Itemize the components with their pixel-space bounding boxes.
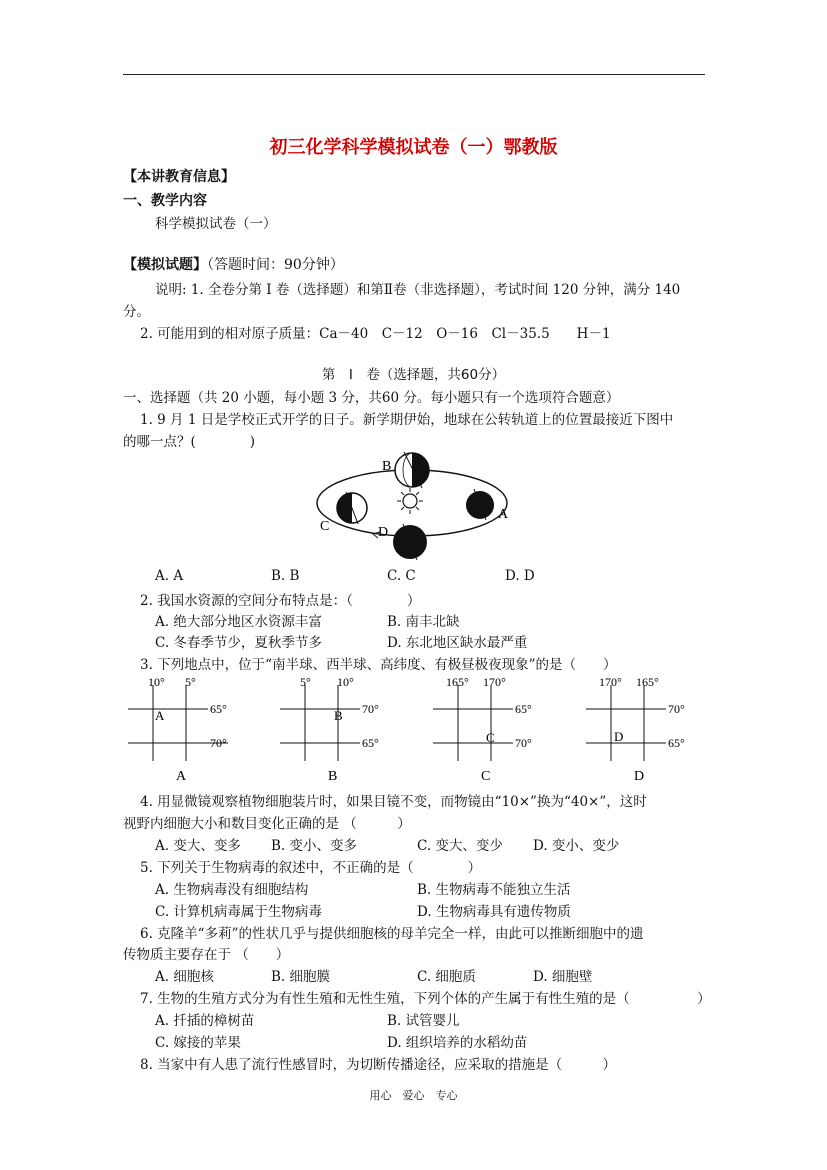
q2-option-c: C. 冬春季节少，夏秋季节多 <box>155 635 322 651</box>
q3: 3. 下列地点中，位于“南半球、西半球、高纬度、有极昼极夜现象”的是（ ） <box>140 657 617 673</box>
content-text: 科学模拟试卷（一） <box>155 216 277 232</box>
note-1: 说明: 1. 全卷分第 I 卷（选择题）和第Ⅱ卷（非选择题），考试时间 120 分钟，满分 140 <box>155 282 681 298</box>
orbit-label-c: C <box>320 519 330 534</box>
q1-line1: 1. 9 月 1 日是学校正式开学的日子。新学期伊始，地球在公转轨道上的位置最接近下图中 <box>140 412 674 428</box>
exam-header: 【模拟试题】 <box>123 257 207 273</box>
grid-d-point: D <box>614 729 624 744</box>
q1-option-a: A. A <box>155 568 184 584</box>
q8: 8. 当家中有人患了流行性感冒时，为切断传播途径，应采取的措施是（ ） <box>140 1057 617 1073</box>
q4-option-b: B. 变小、变多 <box>271 838 358 854</box>
earth-orbit-diagram <box>310 448 520 564</box>
note-1-cont: 分。 <box>123 304 150 320</box>
grid-b-point: B <box>334 708 343 723</box>
q5-option-a: A. 生物病毒没有细胞结构 <box>155 882 309 898</box>
grid-a-top-left: 10° <box>148 675 165 689</box>
q4-line2: 视野内细胞大小和数目变化正确的是 （ ） <box>123 816 411 832</box>
grid-d-top-left: 170° <box>599 675 622 689</box>
note-2: 2. 可能用到的相对原子质量：Ca－40 C－12 O－16 Cl－35.5 H－1 <box>140 326 611 342</box>
q1-line2: 的哪一点？( ) <box>123 434 256 450</box>
grid-d-caption: D <box>634 769 645 784</box>
q6-option-b: B. 细胞膜 <box>271 969 331 985</box>
orbit-label-d: D <box>378 525 389 540</box>
grid-d <box>586 675 685 784</box>
grid-a-lower: 70° <box>210 736 227 750</box>
q6-line2: 传物质主要存在于 （ ） <box>123 947 290 963</box>
q4-line1: 4. 用显微镜观察植物细胞装片时，如果目镜不变，而物镜由“10×”换为“40×”，这时 <box>140 794 647 810</box>
q1-option-d: D. D <box>505 568 535 584</box>
q2-option-b: B. 南丰北缺 <box>387 614 460 630</box>
grid-d-top-right: 165° <box>636 675 659 689</box>
q5-option-b: B. 生物病毒不能独立生活 <box>417 882 571 898</box>
q7: 7. 生物的生殖方式分为有性生殖和无性生殖，下列个体的产生属于有性生殖的是（ ） <box>140 991 711 1007</box>
q6-line1: 6. 克隆羊“多莉”的性状几乎与提供细胞核的母羊完全一样，由此可以推断细胞中的遗 <box>140 926 644 942</box>
earth-a-icon <box>466 489 494 520</box>
q1-option-c: C. C <box>387 568 416 584</box>
section-teaching-content: 一、教学内容 <box>123 193 207 209</box>
orbit-label-a: A <box>498 507 509 522</box>
grid-c-top-left: 165° <box>446 675 469 689</box>
section-choice: 一、选择题（共 20 小题，每小题 3 分，共60 分。每小题只有一个选项符合题意） <box>123 390 620 406</box>
q7-option-c: C. 嫁接的苹果 <box>155 1035 241 1051</box>
earth-c-icon <box>337 492 367 524</box>
q2-option-d: D. 东北地区缺水最严重 <box>387 635 528 651</box>
q4-option-c: C. 变大、变少 <box>417 838 503 854</box>
q2: 2. 我国水资源的空间分布特点是：（ ） <box>140 593 421 609</box>
q5-option-d: D. 生物病毒具有遗传物质 <box>417 904 571 920</box>
q6-option-d: D. 细胞壁 <box>533 969 593 985</box>
grid-a <box>128 675 228 784</box>
grid-a-caption: A <box>176 769 187 784</box>
q5-option-c: C. 计算机病毒属于生物病毒 <box>155 904 322 920</box>
grid-b-upper: 70° <box>362 702 379 716</box>
grid-d-upper: 70° <box>668 702 685 716</box>
grid-b-top-left: 5° <box>300 675 311 689</box>
exam-time: （答题时间：90分钟） <box>207 257 344 273</box>
grid-b <box>280 675 379 784</box>
q7-option-b: B. 试管婴儿 <box>387 1013 460 1029</box>
sun-icon <box>397 488 423 514</box>
q6-option-c: C. 细胞质 <box>417 969 476 985</box>
q4-option-a: A. 变大、变多 <box>155 838 241 854</box>
grid-b-lower: 65° <box>362 736 379 750</box>
grid-c <box>433 675 532 784</box>
q2-option-a: A. 绝大部分地区水资源丰富 <box>155 614 322 630</box>
grid-c-caption: C <box>481 769 491 784</box>
grid-a-upper: 65° <box>210 702 227 716</box>
page-title: 初三化学科学模拟试卷（一）鄂教版 <box>269 137 558 158</box>
exam-header-line <box>123 254 344 274</box>
grid-b-top-right: 10° <box>337 675 354 689</box>
header-rule <box>123 74 705 75</box>
q7-option-a: A. 扦插的樟树苗 <box>155 1013 255 1029</box>
page-footer: 用心 爱心 专心 <box>369 1089 458 1102</box>
grid-c-top-right: 170° <box>483 675 506 689</box>
q1-option-b: B. B <box>271 568 300 584</box>
grid-d-lower: 65° <box>668 736 685 750</box>
q6-option-a: A. 细胞核 <box>155 969 214 985</box>
grid-a-top-right: 5° <box>185 675 196 689</box>
info-header: 【本讲教育信息】 <box>123 169 235 185</box>
q5: 5. 下列关于生物病毒的叙述中，不正确的是（ ） <box>140 860 482 876</box>
orbit-label-b: B <box>382 459 392 474</box>
grid-a-point: A <box>155 708 165 723</box>
q4-option-d: D. 变小、变少 <box>533 838 620 854</box>
lat-lon-grids <box>128 673 698 785</box>
q7-option-d: D. 组织培养的水稻幼苗 <box>387 1035 528 1051</box>
grid-c-point: C <box>486 730 495 745</box>
grid-b-caption: B <box>328 769 338 784</box>
grid-c-upper: 65° <box>515 702 532 716</box>
grid-c-lower: 70° <box>515 736 532 750</box>
earth-b-icon <box>395 452 429 488</box>
earth-d-icon <box>393 524 427 560</box>
part1-title: 第 I 卷（选择题，共60分） <box>321 367 506 383</box>
